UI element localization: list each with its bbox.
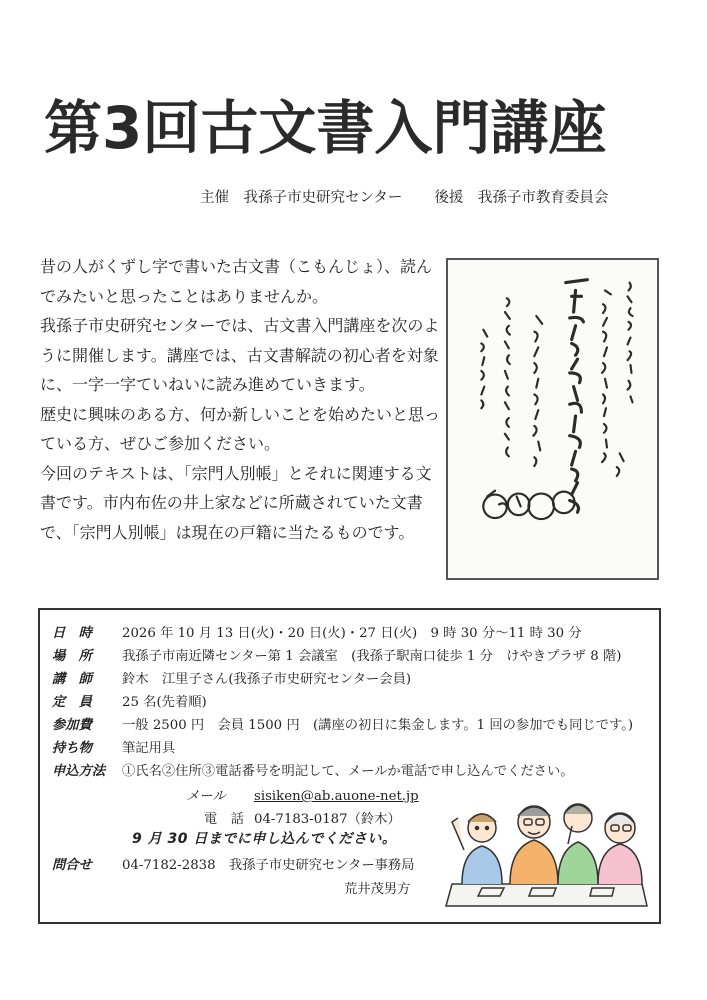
fee-value: 一般 2500 円 会員 1500 円 (講座の初日に集金します。1 回の参加でも同じです。) (122, 718, 634, 733)
row-items (52, 737, 175, 756)
fee-label: 参加費 (52, 718, 92, 733)
capacity-label: 定 員 (52, 695, 92, 710)
lecturer-value: 鈴木 江里子さん(我孫子市史研究センター会員) (122, 672, 412, 687)
info-box (38, 608, 661, 924)
phone-label: 電 話 (204, 812, 244, 827)
apply-label: 申込方法 (52, 764, 106, 779)
supporter: 後援 我孫子市教育委員会 (434, 190, 609, 206)
row-apply (52, 760, 574, 779)
row-place (52, 645, 621, 664)
place-label: 場 所 (52, 649, 92, 664)
apply-value: ①氏名②住所③電話番号を明記して、メールか電話で申し込んでください。 (122, 764, 574, 779)
email-link[interactable]: sisiken@ab.auone-net.jp (254, 789, 419, 804)
organizer: 主催 我孫子市史研究センター (200, 190, 403, 206)
page-title: 第3回古文書入門講座 (44, 94, 607, 162)
intro-text (40, 252, 440, 547)
place-value: 我孫子市南近隣センター第 1 会議室 (我孫子駅南口徒歩 1 分 けやきプラザ 8 階) (122, 649, 622, 664)
phone-value: 04-7183-0187（鈴木） (254, 812, 401, 827)
row-lecturer (52, 668, 411, 687)
items-value: 筆記用具 (122, 741, 176, 756)
intro-paragraph: 昔の人がくずし字で書いた古文書（こもんじょ）、読んでみたいと思ったことはありませんか。 (40, 257, 433, 306)
capacity-value: 25 名(先着順) (122, 695, 207, 710)
contact-person: 荒井茂男方 (344, 882, 411, 897)
contact-value: 04-7182-2838 我孫子市史研究センター事務局 (122, 858, 415, 873)
row-phone (204, 808, 401, 827)
row-fee (52, 714, 633, 733)
contact-label: 問合せ (52, 858, 92, 873)
email-label: メール (186, 789, 226, 804)
intro-paragraph: 今回のテキストは、「宗門人別帳」とそれに関連する文書です。市内布佐の井上家などに所蔵されていた文書で、「宗門人別帳」は現在の戸籍に当たるものです。 (40, 463, 432, 542)
row-capacity (52, 691, 207, 710)
row-email (186, 785, 419, 804)
deadline-notice: 9 月 30 日までに申し込んでください。 (132, 831, 397, 847)
datetime-label: 日 時 (52, 626, 92, 641)
old-document-image (446, 258, 659, 580)
sponsors-line (200, 186, 680, 207)
lecturer-label: 講 師 (52, 672, 92, 687)
datetime-value: 2026 年 10 月 13 日(火)・20 日(火)・27 日(火) 9 時 30 分～11 時 30 分 (122, 626, 582, 641)
intro-paragraph: 歴史に興味のある方、何か新しいことを始めたいと思っている方、ぜひご参加ください。 (40, 404, 441, 453)
row-datetime (52, 622, 582, 641)
intro-paragraph: 我孫子市史研究センターでは、古文書入門講座を次のように開催します。講座では、古文書解読の初心者を対象に、一字一字ていねいに読み進めていきます。 (40, 316, 440, 394)
items-label: 持ち物 (52, 741, 92, 756)
people-illustration (442, 788, 652, 912)
row-contact (52, 854, 415, 873)
